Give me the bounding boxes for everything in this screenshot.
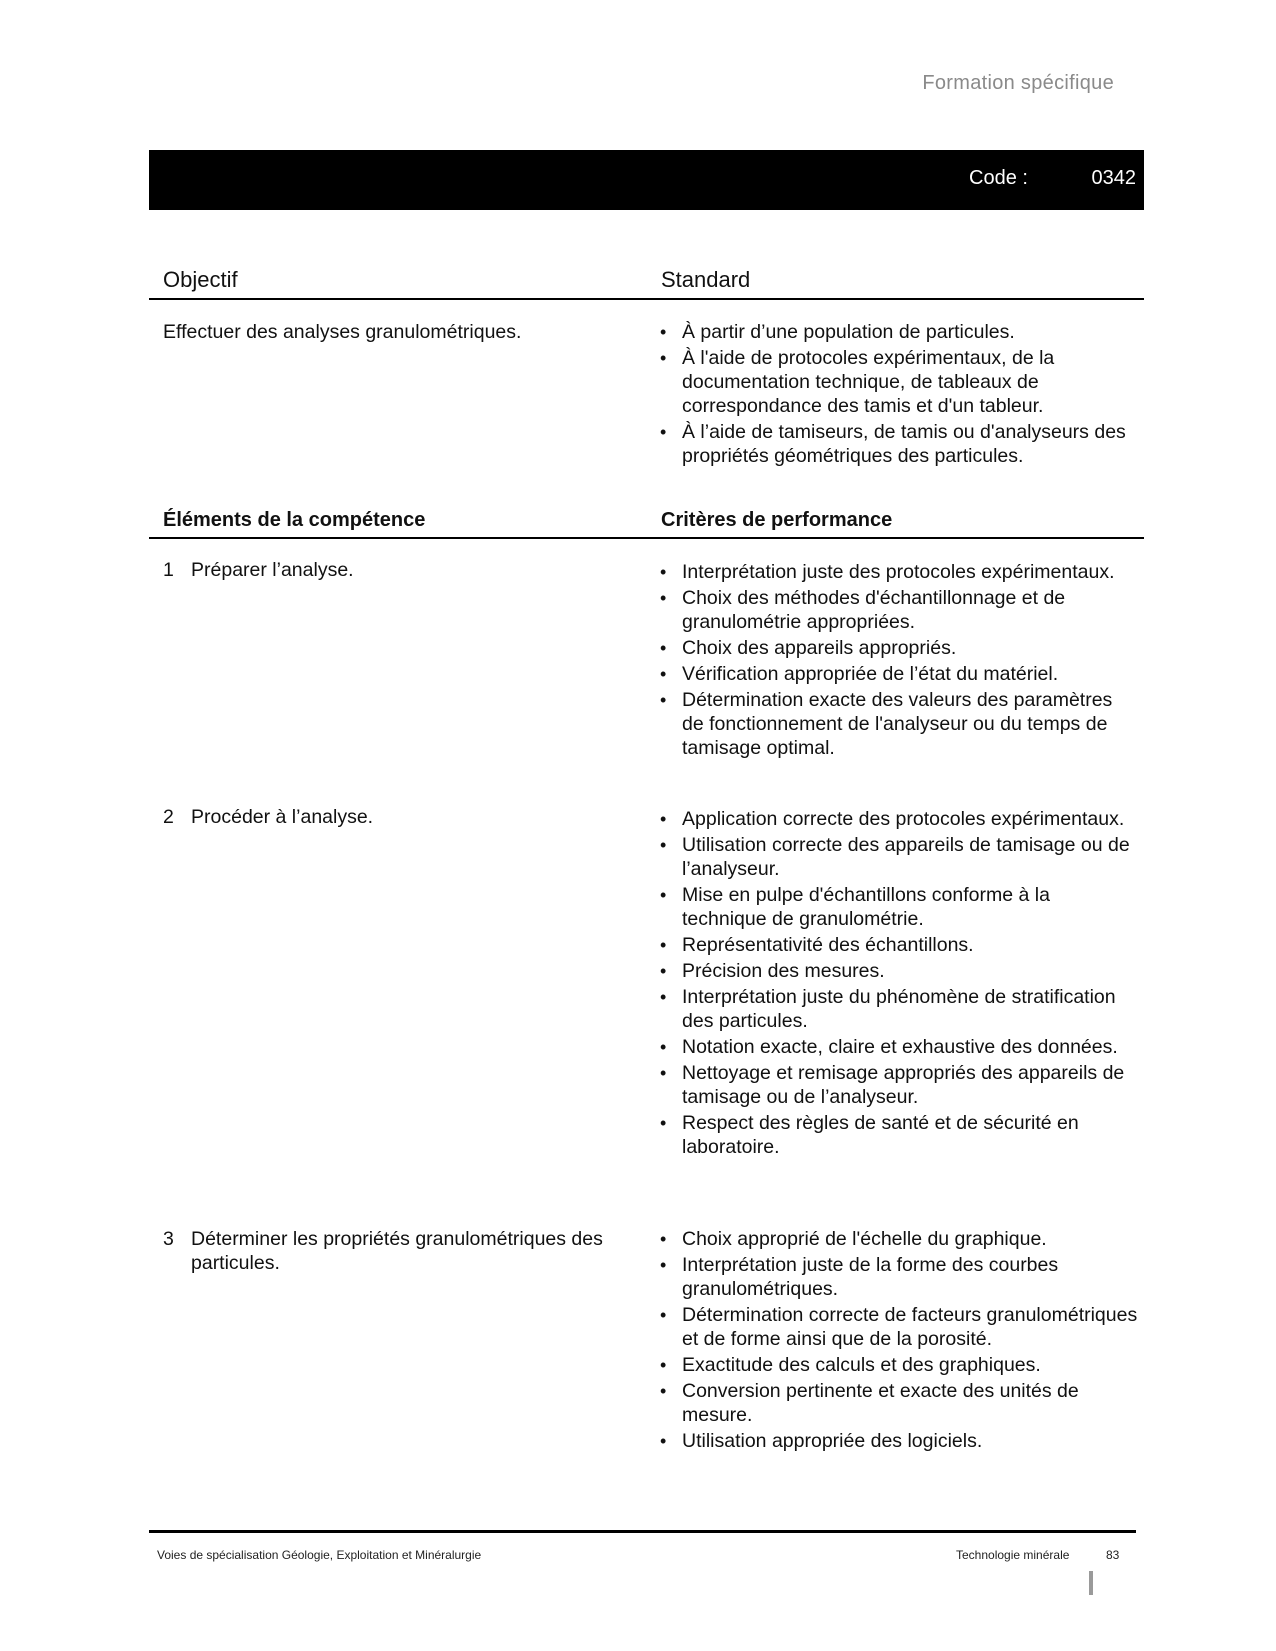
footer-divider xyxy=(149,1530,1136,1533)
competence-element-3 xyxy=(163,1227,643,1275)
code-label: Code : xyxy=(969,167,1028,189)
criterion-item: • Exactitude des calculs et des graphiques. xyxy=(660,1353,1138,1377)
criterion-item: • Détermination correcte de facteurs granulométriques et de forme ainsi que de la porosité. xyxy=(660,1303,1138,1351)
element-number: 1 xyxy=(163,559,174,581)
standard-item: • À l’aide de tamiseurs, de tamis ou d'analyseurs des propriétés géométriques des particules. xyxy=(660,420,1138,468)
criterion-item: • Nettoyage et remisage appropriés des appareils de tamisage ou de l’analyseur. xyxy=(660,1061,1138,1109)
criteria-list-2 xyxy=(660,807,1138,1161)
standard-list xyxy=(660,320,1138,470)
criterion-item: • Détermination exacte des valeurs des paramètres de fonctionnement de l'analyseur ou du temps de tamisage optimal. xyxy=(660,688,1138,760)
criterion-item: • Mise en pulpe d'échantillons conforme à la technique de granulométrie. xyxy=(660,883,1138,931)
footer-section: Technologie minérale xyxy=(956,1548,1070,1562)
element-text: Procéder à l’analyse. xyxy=(191,806,374,828)
criterion-item: • Choix des appareils appropriés. xyxy=(660,636,1138,660)
criterion-item: • Utilisation correcte des appareils de tamisage ou de l’analyseur. xyxy=(660,833,1138,881)
page-number: 83 xyxy=(1106,1548,1120,1562)
competence-heading-row xyxy=(149,505,1144,539)
criterion-item: • Notation exacte, claire et exhaustive des données. xyxy=(660,1035,1138,1059)
element-text: Déterminer les propriétés granulométriques des particules. xyxy=(191,1228,603,1274)
criterion-item: • Conversion pertinente et exacte des unités de mesure. xyxy=(660,1379,1138,1427)
criterion-item: • Respect des règles de santé et de sécurité en laboratoire. xyxy=(660,1111,1138,1159)
criterion-item: • Interprétation juste des protocoles expérimentaux. xyxy=(660,560,1138,584)
element-text: Préparer l’analyse. xyxy=(191,559,354,581)
footer-program: Voies de spécialisation Géologie, Exploitation et Minéralurgie xyxy=(157,1548,482,1562)
criterion-item: • Précision des mesures. xyxy=(660,959,1138,983)
criterion-item: • Vérification appropriée de l’état du matériel. xyxy=(660,662,1138,686)
criterion-item: • Représentativité des échantillons. xyxy=(660,933,1138,957)
element-number: 3 xyxy=(163,1228,174,1250)
element-number: 2 xyxy=(163,806,174,828)
criterion-item: • Utilisation appropriée des logiciels. xyxy=(660,1429,1138,1453)
criterion-item: • Interprétation juste du phénomène de stratification des particules. xyxy=(660,985,1138,1033)
code-value: 0342 xyxy=(1091,167,1136,189)
objective-heading: Objectif xyxy=(163,267,238,292)
standard-item: • À l'aide de protocoles expérimentaux, de la documentation technique, de tableaux de correspondance des tamis et d'un tableur. xyxy=(660,346,1138,418)
objective-standard-heading-row xyxy=(149,262,1144,300)
objective-text: Effectuer des analyses granulométriques. xyxy=(163,321,522,343)
criteria-list-3 xyxy=(660,1227,1138,1455)
criteria-list-1 xyxy=(660,560,1138,762)
criterion-item: • Interprétation juste de la forme des courbes granulométriques. xyxy=(660,1253,1138,1301)
standard-heading: Standard xyxy=(661,267,751,292)
page-marker xyxy=(1089,1571,1093,1595)
competence-element-1 xyxy=(163,558,643,582)
standard-item: • À partir d’une population de particules. xyxy=(660,320,1138,344)
criteria-heading: Critères de performance xyxy=(661,509,893,531)
criterion-item: • Application correcte des protocoles expérimentaux. xyxy=(660,807,1138,831)
competence-element-2 xyxy=(163,805,643,829)
criterion-item: • Choix des méthodes d'échantillonnage et de granulométrie appropriées. xyxy=(660,586,1138,634)
code-bar xyxy=(149,150,1144,210)
elements-heading: Éléments de la compétence xyxy=(163,509,426,531)
criterion-item: • Choix approprié de l'échelle du graphique. xyxy=(660,1227,1138,1251)
document-header-title: Formation spécifique xyxy=(922,72,1114,94)
